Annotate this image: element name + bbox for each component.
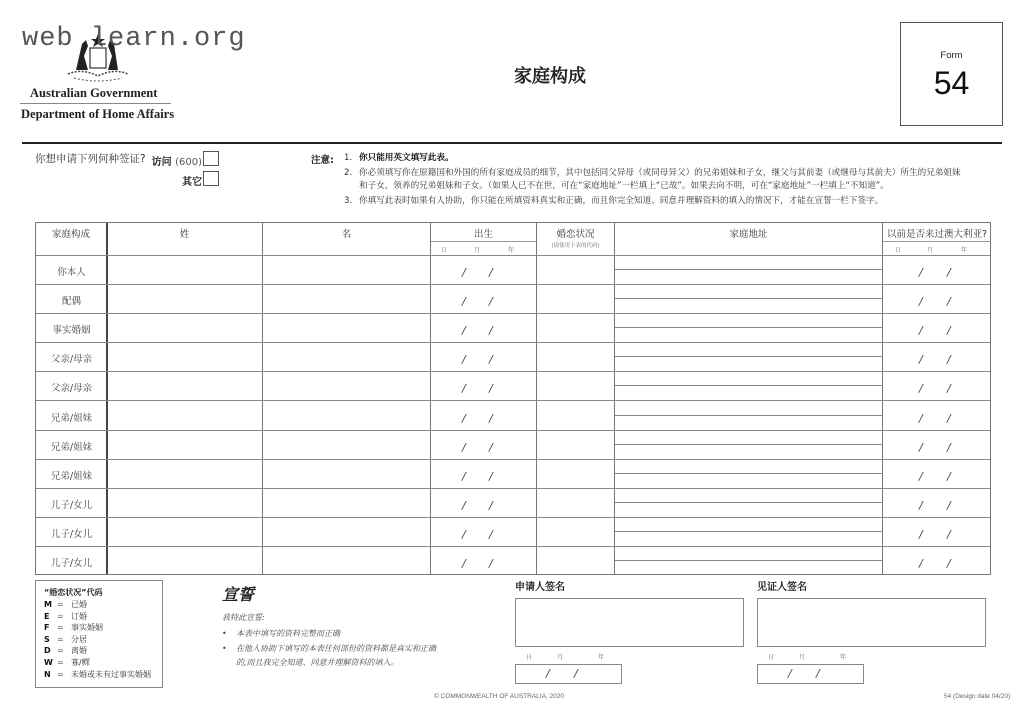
- address-field[interactable]: [615, 401, 882, 430]
- visited-date-field[interactable]: / /: [919, 382, 951, 396]
- notes-label: 注意:: [311, 155, 334, 166]
- code-item: S = 分居: [44, 634, 87, 644]
- given-name-field[interactable]: [263, 459, 430, 488]
- visited-date-field[interactable]: / /: [919, 266, 951, 279]
- witness-date-field[interactable]: / /: [757, 664, 864, 684]
- address-line-divider: [615, 415, 882, 416]
- address-line-divider: [615, 298, 882, 299]
- code-item: M = 已婚: [44, 600, 87, 609]
- header-visited-australia: 以前是否来过澳大利亚?: [886, 229, 988, 240]
- marital-status-field[interactable]: [537, 459, 614, 488]
- code-item: F = 事实婚姻: [44, 623, 103, 633]
- given-name-field[interactable]: [263, 313, 430, 342]
- marital-status-field[interactable]: [537, 517, 614, 546]
- surname-field[interactable]: [107, 517, 262, 546]
- address-field[interactable]: [615, 284, 882, 313]
- witness-date-day-label: 日: [768, 654, 775, 661]
- visited-date-field[interactable]: / /: [919, 295, 951, 309]
- government-name: Australian Government: [30, 86, 158, 100]
- birth-date-field[interactable]: / /: [462, 353, 493, 367]
- witness-date-year-label: 年: [840, 654, 847, 661]
- row-relation-label: 配偶: [61, 296, 81, 308]
- row-relation-label: 儿子/女儿: [50, 528, 93, 540]
- copyright-text: © COMMONWEALTH OF AUSTRALIA, 2020: [434, 693, 564, 700]
- form-label: Form: [940, 50, 963, 61]
- given-name-field[interactable]: [263, 488, 430, 517]
- table-row: [36, 371, 990, 400]
- row-relation-label: 你本人: [57, 267, 86, 278]
- address-field[interactable]: [615, 313, 882, 342]
- watermark-text: web learn.org: [22, 24, 246, 54]
- visited-dmy-subheader: 日 月 年: [883, 241, 991, 255]
- birth-date-field[interactable]: / /: [462, 382, 493, 396]
- address-line-divider: [615, 385, 882, 386]
- given-name-field[interactable]: [263, 371, 430, 400]
- code-item: E = 订婚: [44, 611, 87, 621]
- visited-date-field[interactable]: / /: [919, 557, 951, 570]
- birth-date-field[interactable]: / /: [462, 498, 493, 512]
- header-birth: 出生: [473, 229, 493, 240]
- address-field[interactable]: [615, 430, 882, 459]
- applicant-signature-label: 申请人签名: [515, 582, 565, 593]
- visited-date-field[interactable]: / /: [919, 527, 951, 541]
- header-address: 家庭地址: [729, 229, 768, 240]
- table-row: [36, 342, 990, 371]
- given-name-field[interactable]: [263, 255, 430, 284]
- given-name-field[interactable]: [263, 517, 430, 546]
- address-field[interactable]: [615, 546, 882, 575]
- surname-field[interactable]: [107, 284, 262, 313]
- address-line-divider: [615, 531, 882, 532]
- address-field[interactable]: [615, 342, 882, 371]
- surname-field[interactable]: [107, 401, 262, 430]
- visa-option-other-label: 其它: [182, 177, 202, 188]
- table-row: [36, 401, 990, 430]
- birth-date-field[interactable]: / /: [462, 440, 493, 454]
- surname-field[interactable]: [107, 371, 262, 400]
- address-field[interactable]: [615, 517, 882, 546]
- applicant-date-field[interactable]: / /: [515, 664, 622, 684]
- note-item-2-cont: 和子女，领养的兄弟姐妹和子女。（如果人已不在世，可在“家庭地址”一栏填上“已故”。如果去向不明，可在“家庭地址”一栏填上“不知道”。: [359, 181, 889, 191]
- visited-date-field[interactable]: / /: [919, 469, 951, 483]
- header-marital-status: 婚恋状况 (请使用下表的代码): [551, 229, 600, 249]
- marital-status-field[interactable]: [537, 430, 614, 459]
- header-given-name: 名: [341, 229, 352, 240]
- surname-field[interactable]: [107, 488, 262, 517]
- applicant-signature-field[interactable]: [515, 598, 744, 647]
- birth-date-field[interactable]: / /: [462, 266, 493, 279]
- visited-date-field[interactable]: / /: [919, 324, 951, 338]
- table-row: [36, 517, 990, 546]
- form-number: 54: [933, 65, 970, 101]
- row-relation-label: 兄弟/姐妹: [50, 441, 93, 453]
- row-relation-label: 兄弟/姐妹: [50, 470, 93, 482]
- row-relation-label: 儿子/女儿: [50, 499, 93, 511]
- code-item: N = 未婚或未有过事实婚姻: [44, 669, 151, 679]
- visa-visit-checkbox[interactable]: [203, 151, 219, 166]
- marital-status-field[interactable]: [537, 255, 614, 284]
- department-name: Department of Home Affairs: [21, 107, 175, 121]
- row-relation-label: 事实婚姻: [52, 325, 91, 337]
- marital-status-field[interactable]: [537, 313, 614, 342]
- table-row: [36, 255, 990, 284]
- marital-status-field[interactable]: [537, 284, 614, 313]
- birth-date-field[interactable]: / /: [462, 469, 493, 483]
- visa-option-visit-label: 访问 (600): [151, 157, 202, 168]
- given-name-field[interactable]: [263, 401, 430, 430]
- birth-date-field[interactable]: / /: [462, 295, 493, 309]
- code-item: D = 离婚: [44, 646, 87, 656]
- given-name-field[interactable]: [263, 430, 430, 459]
- marital-status-field[interactable]: [537, 546, 614, 575]
- address-line-divider: [615, 473, 882, 474]
- applicant-date-month-label: 月: [557, 654, 564, 661]
- header-surname: 姓: [179, 229, 190, 240]
- row-relation-label: 父亲/母亲: [50, 354, 93, 366]
- bullet-icon: •: [222, 629, 227, 638]
- table-row: [36, 313, 990, 342]
- marital-status-field[interactable]: [537, 401, 614, 430]
- surname-field[interactable]: [107, 459, 262, 488]
- page-title: 家庭构成: [514, 66, 586, 87]
- given-name-field[interactable]: [263, 342, 430, 371]
- address-line-divider: [615, 327, 882, 328]
- visited-date-field[interactable]: / /: [919, 498, 951, 512]
- surname-field[interactable]: [107, 546, 262, 575]
- surname-field[interactable]: [107, 255, 262, 284]
- declaration-title: 宣誓: [222, 585, 255, 604]
- birth-date-field[interactable]: / /: [462, 324, 493, 338]
- table-row: [36, 459, 990, 488]
- visa-other-checkbox[interactable]: [203, 171, 219, 186]
- birth-date-field[interactable]: / /: [462, 411, 493, 425]
- address-field[interactable]: [615, 459, 882, 488]
- given-name-field[interactable]: [263, 284, 430, 313]
- witness-signature-field[interactable]: [757, 598, 986, 647]
- surname-field[interactable]: [107, 430, 262, 459]
- header-relation: 家庭构成: [51, 229, 90, 240]
- address-line-divider: [615, 269, 882, 270]
- address-field[interactable]: [615, 255, 882, 284]
- declaration-item: • 在他人协助下填写的本表任何部份的资料都是真实和正确的,而且我完全知道、同意并理解资料的填入。: [222, 644, 436, 667]
- address-line-divider: [615, 560, 882, 561]
- note-item-1: 1. 你只能用英文填写此表。: [344, 153, 454, 163]
- birth-dmy-subheader: 日 月 年: [431, 241, 536, 255]
- table-row: [36, 488, 990, 517]
- address-line-divider: [615, 502, 882, 503]
- address-field[interactable]: [615, 371, 882, 400]
- birth-date-field[interactable]: / /: [462, 527, 493, 541]
- note-item-3: 3. 你填写此表时如果有人协助，你只能在所填资料真实和正确，而且你完全知道、同意并理解资料的填入的情况下，才能在宣誓一栏下签字。: [344, 196, 884, 206]
- divider: [20, 103, 171, 104]
- table-row: [36, 546, 990, 575]
- applicant-date-year-label: 年: [598, 654, 605, 661]
- row-relation-label: 父亲/母亲: [50, 383, 93, 395]
- marital-status-field[interactable]: [537, 342, 614, 371]
- address-line-divider: [615, 356, 882, 357]
- table-row: [36, 430, 990, 459]
- table-row: [36, 284, 990, 313]
- declaration-item: • 本表中填写的资料完整而正确: [222, 627, 442, 641]
- form-number-box: [900, 22, 1003, 126]
- marital-status-codes: [35, 580, 163, 688]
- code-item: W = 寡/鳏: [44, 657, 90, 667]
- surname-field[interactable]: [107, 342, 262, 371]
- codes-title: “婚恋状况”代码: [44, 588, 103, 597]
- note-item-2: 2. 你必须填写你在原籍国和外国的所有家庭成员的细节，其中包括同父异母（或同母异父）的兄弟姐妹和子女，继父与其前妻（或继母与其前夫）所生的兄弟姐妹: [344, 168, 961, 178]
- birth-date-field[interactable]: / /: [462, 557, 493, 570]
- given-name-field[interactable]: [263, 546, 430, 575]
- visa-question: 你想申请下列何种签证?: [35, 153, 146, 165]
- design-date-text: 54 (Design date 04/20): [944, 693, 1011, 700]
- bullet-icon: •: [222, 644, 227, 653]
- address-line-divider: [615, 444, 882, 445]
- row-relation-label: 兄弟/姐妹: [50, 412, 93, 424]
- header-divider: [22, 142, 1002, 144]
- visited-date-field[interactable]: / /: [919, 411, 951, 425]
- applicant-date-day-label: 日: [526, 654, 533, 661]
- family-composition-table: [35, 222, 991, 575]
- marital-status-field[interactable]: [537, 488, 614, 517]
- visited-date-field[interactable]: / /: [919, 353, 951, 367]
- visited-date-field[interactable]: / /: [919, 440, 951, 454]
- witness-signature-label: 见证人签名: [757, 582, 807, 593]
- address-field[interactable]: [615, 488, 882, 517]
- surname-field[interactable]: [107, 313, 262, 342]
- witness-date-month-label: 月: [799, 654, 806, 661]
- declaration-intro: 我特此宣誓:: [222, 613, 265, 622]
- row-relation-label: 儿子/女儿: [50, 558, 93, 569]
- marital-status-field[interactable]: [537, 371, 614, 400]
